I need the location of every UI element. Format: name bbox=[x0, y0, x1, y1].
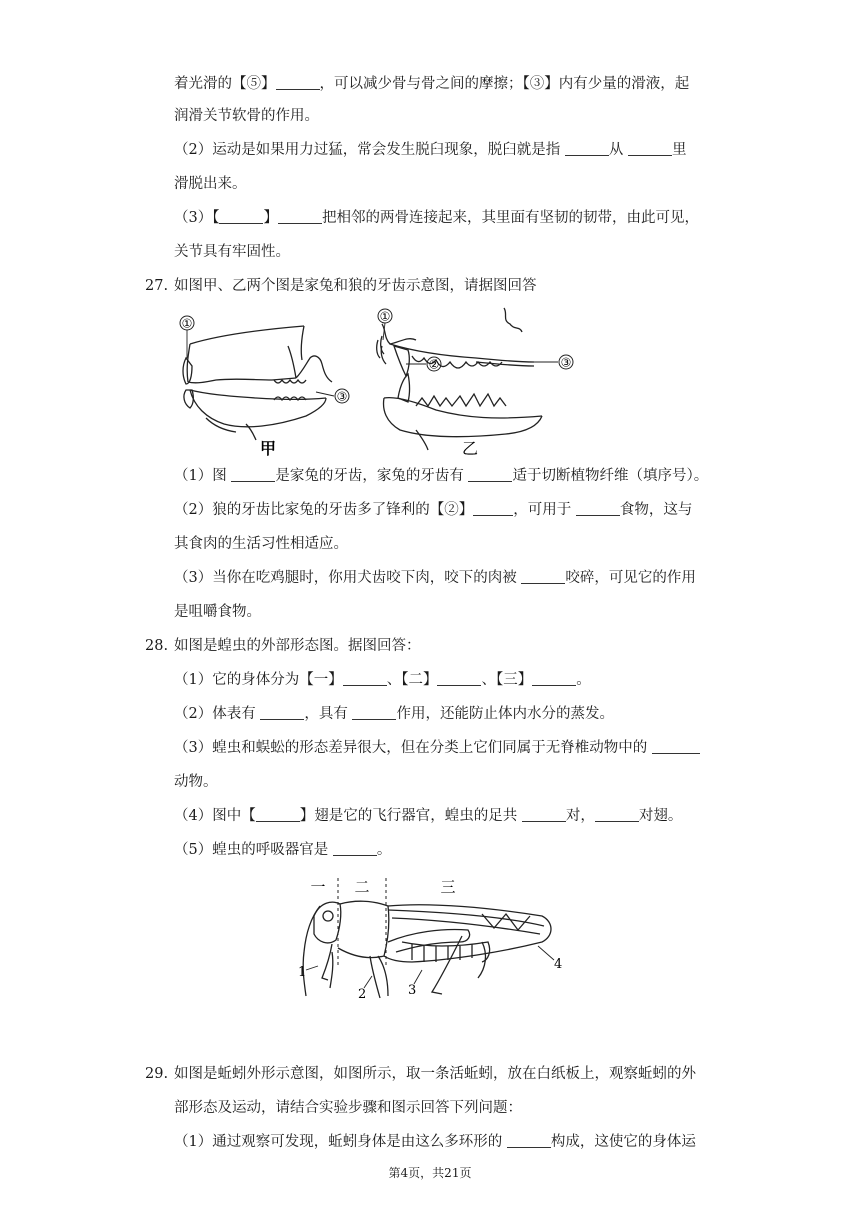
text-segment: （4）图中【 bbox=[174, 808, 256, 824]
leader-line bbox=[538, 946, 554, 960]
page-footer: 第4页，共21页 bbox=[388, 1166, 472, 1180]
part-number-2: 2 bbox=[358, 987, 367, 1002]
text-segment: 关节具有牢固性。 bbox=[174, 244, 290, 260]
text-segment: 适于切断植物纤维（填序号）。 bbox=[512, 468, 709, 484]
text-segment: 作用，还能防止体内水分的蒸发。 bbox=[396, 706, 614, 722]
text-segment: 把相邻的两骨连接起来，其里面有坚韧的韧带，由此可见， bbox=[321, 210, 699, 226]
question-number: 29. bbox=[145, 1066, 169, 1082]
text-segment: ，可以减少骨与骨之间的摩擦；【③】内有少量的滑液，起 bbox=[319, 76, 690, 92]
rabbit-skull bbox=[183, 326, 332, 440]
answer-blank[interactable] bbox=[219, 208, 263, 224]
answer-blank[interactable] bbox=[473, 500, 513, 516]
text-line bbox=[174, 704, 614, 724]
text-segment: 】 bbox=[263, 210, 278, 226]
answer-blank[interactable] bbox=[333, 840, 377, 856]
grasshopper-diagram bbox=[292, 872, 572, 1024]
text-segment: （3）【 bbox=[174, 210, 220, 226]
text-segment: 、【三】 bbox=[481, 672, 533, 688]
label-1-jia: ① bbox=[181, 316, 193, 331]
teeth-diagram bbox=[176, 306, 596, 466]
wolf-skull bbox=[377, 308, 542, 450]
text-segment: 从 bbox=[608, 142, 624, 158]
answer-blank[interactable] bbox=[256, 806, 300, 822]
text-segment: 其食肉的生活习性相适应。 bbox=[174, 536, 348, 552]
answer-blank[interactable] bbox=[278, 208, 322, 224]
leader-line bbox=[414, 970, 422, 984]
label-2-yi: ② bbox=[428, 357, 440, 372]
label-3-jia: ③ bbox=[336, 389, 348, 404]
question-number: 28. bbox=[145, 638, 169, 654]
text-segment: ，具有 bbox=[304, 706, 348, 722]
text-line bbox=[174, 106, 319, 126]
text-line bbox=[174, 242, 290, 262]
segment-label-2: 二 bbox=[354, 878, 370, 896]
text-line bbox=[174, 74, 689, 94]
text-line bbox=[174, 840, 391, 860]
text-segment: 是家兔的牙齿，家兔的牙齿有 bbox=[275, 468, 464, 484]
text-segment: 食物，这与 bbox=[619, 502, 693, 518]
text-segment: 部形态及运动，请结合实验步骤和图示回答下列问题： bbox=[174, 1100, 522, 1116]
text-segment: 对翅。 bbox=[638, 808, 683, 824]
text-line bbox=[174, 738, 700, 758]
answer-blank[interactable] bbox=[260, 704, 304, 720]
segment-label-3: 三 bbox=[440, 878, 456, 896]
grasshopper-body bbox=[303, 901, 551, 998]
text-segment: 、【二】 bbox=[386, 672, 438, 688]
text-segment: （1）图 bbox=[174, 468, 227, 484]
text-line bbox=[174, 602, 261, 622]
answer-blank[interactable] bbox=[576, 500, 620, 516]
question-stem: 如图甲、乙两个图是家兔和狼的牙齿示意图，请据图回答 bbox=[174, 278, 537, 294]
part-number-4: 4 bbox=[554, 957, 563, 972]
answer-blank[interactable] bbox=[522, 806, 566, 822]
leader-line bbox=[306, 966, 318, 970]
label-1-yi: ① bbox=[379, 309, 391, 324]
figure-label-yi: 乙 bbox=[461, 439, 479, 458]
text-segment: 润滑关节软骨的作用。 bbox=[174, 108, 319, 124]
text-segment: 咬碎，可见它的作用 bbox=[565, 570, 696, 586]
text-segment: 。 bbox=[576, 672, 591, 688]
text-line bbox=[174, 174, 247, 194]
text-segment: 里 bbox=[671, 142, 687, 158]
answer-blank[interactable] bbox=[343, 670, 387, 686]
text-segment: （2）体表有 bbox=[174, 706, 256, 722]
text-segment: （1）通过观察可发现，蚯蚓身体是由这么多环形的 bbox=[174, 1134, 503, 1150]
text-segment: （2）运动是如果用力过猛，常会发生脱臼现象，脱臼就是指 bbox=[174, 142, 561, 158]
answer-blank[interactable] bbox=[231, 466, 275, 482]
text-segment: （3）蝗虫和蜈蚣的形态差异很大，但在分类上它们同属于无脊椎动物中的 bbox=[174, 740, 648, 756]
text-line bbox=[174, 806, 682, 826]
answer-blank[interactable] bbox=[595, 806, 639, 822]
text-segment: 滑脱出来。 bbox=[174, 176, 247, 192]
leader-line bbox=[316, 392, 334, 396]
answer-blank[interactable] bbox=[521, 568, 565, 584]
text-segment: （1）它的身体分为【一】 bbox=[174, 672, 343, 688]
answer-blank[interactable] bbox=[507, 1132, 551, 1148]
text-line bbox=[174, 1098, 522, 1118]
text-line bbox=[174, 534, 348, 554]
answer-blank[interactable] bbox=[276, 74, 320, 90]
text-segment: 。 bbox=[376, 842, 392, 858]
text-line bbox=[174, 500, 692, 520]
text-line bbox=[174, 208, 699, 228]
answer-blank[interactable] bbox=[565, 140, 609, 156]
answer-blank[interactable] bbox=[468, 466, 512, 482]
text-segment: 对， bbox=[565, 808, 595, 824]
text-segment: （5）蝗虫的呼吸器官是 bbox=[174, 842, 329, 858]
text-line bbox=[174, 466, 708, 486]
segment-label-1: 一 bbox=[310, 878, 326, 896]
answer-blank[interactable] bbox=[352, 704, 396, 720]
part-number-1: 1 bbox=[298, 965, 307, 980]
text-segment: 是咀嚼食物。 bbox=[174, 604, 261, 620]
grasshopper-figure bbox=[292, 872, 572, 1024]
text-line bbox=[174, 140, 686, 160]
text-line bbox=[174, 670, 591, 690]
text-segment: 】翅是它的飞行器官，蝗虫的足共 bbox=[299, 808, 518, 824]
answer-blank[interactable] bbox=[532, 670, 576, 686]
text-line bbox=[174, 772, 218, 792]
text-segment: 动物。 bbox=[174, 774, 218, 790]
answer-blank[interactable] bbox=[437, 670, 481, 686]
question-number: 27. bbox=[145, 278, 169, 294]
answer-blank[interactable] bbox=[652, 738, 700, 754]
teeth-figure bbox=[176, 306, 596, 466]
text-segment: （3）当你在吃鸡腿时，你用犬齿咬下肉，咬下的肉被 bbox=[174, 570, 517, 586]
label-3-yi: ③ bbox=[560, 355, 572, 370]
question-stem: 如图是蚯蚓外形示意图，如图所示，取一条活蚯蚓，放在白纸板上，观察蚯蚓的外 bbox=[174, 1066, 696, 1082]
text-segment: 着光滑的【⑤】 bbox=[174, 76, 276, 92]
question-stem: 如图是蝗虫的外部形态图。据图回答： bbox=[174, 638, 421, 654]
answer-blank[interactable] bbox=[628, 140, 672, 156]
text-line bbox=[174, 1132, 696, 1152]
part-number-3: 3 bbox=[408, 983, 417, 998]
text-segment: 构成，这使它的身体运 bbox=[550, 1134, 696, 1150]
text-segment: ，可用于 bbox=[513, 502, 572, 518]
text-line bbox=[174, 568, 696, 588]
text-segment: （2）狼的牙齿比家兔的牙齿多了锋利的【②】 bbox=[174, 502, 474, 518]
figure-label-jia: 甲 bbox=[259, 439, 277, 458]
leader-line bbox=[364, 976, 372, 988]
